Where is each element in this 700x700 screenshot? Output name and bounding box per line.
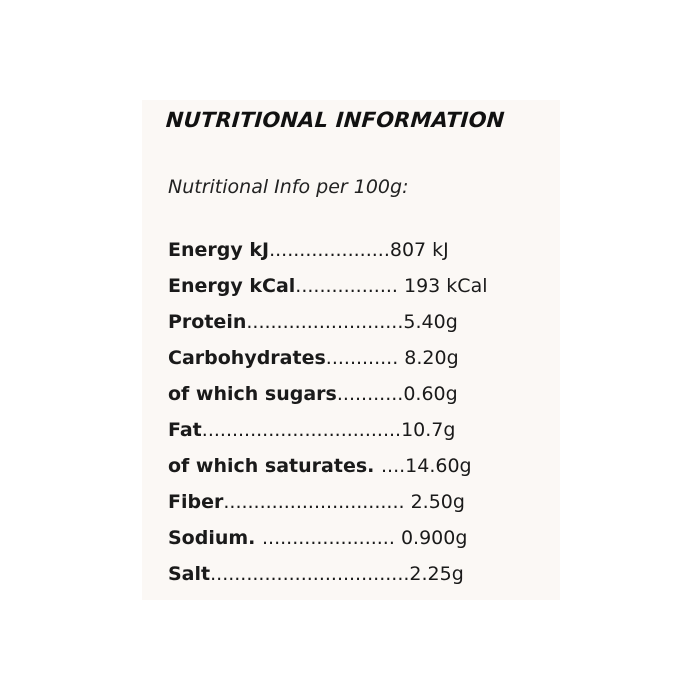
nutrient-value: 0.60g bbox=[403, 383, 458, 405]
nutrient-value: 193 kCal bbox=[404, 275, 488, 297]
dot-leader: ................................. bbox=[201, 419, 402, 441]
panel-heading: NUTRITIONAL INFORMATION bbox=[165, 108, 506, 132]
nutrient-row bbox=[168, 232, 488, 268]
nutrient-label: Protein bbox=[168, 311, 247, 333]
nutrient-row bbox=[168, 484, 488, 520]
nutrition-panel bbox=[142, 100, 560, 600]
dot-leader: ............ bbox=[325, 347, 405, 369]
nutrient-label: Fat bbox=[168, 419, 202, 441]
dot-leader: ...................... bbox=[262, 527, 401, 549]
dot-leader: .......................... bbox=[246, 311, 404, 333]
dot-leader: ................................. bbox=[210, 563, 410, 585]
nutrient-row bbox=[168, 268, 488, 304]
nutrient-label: Carbohydrates bbox=[168, 347, 326, 369]
nutrient-row bbox=[168, 412, 488, 448]
nutrient-row bbox=[168, 520, 488, 556]
dot-leader: .... bbox=[380, 455, 406, 477]
nutrient-value: 2.50g bbox=[410, 491, 465, 513]
per-100g-subheading: Nutritional Info per 100g: bbox=[168, 176, 409, 198]
nutrient-value: 807 kJ bbox=[389, 239, 449, 261]
dot-leader: ........... bbox=[336, 383, 404, 405]
nutrient-row bbox=[168, 340, 488, 376]
nutrient-label: Energy kCal bbox=[168, 275, 296, 297]
nutrient-label: Sodium. bbox=[168, 527, 263, 549]
dot-leader: .............................. bbox=[223, 491, 411, 513]
nutrient-value: 2.25g bbox=[409, 563, 464, 585]
nutrient-label: of which saturates. bbox=[168, 455, 381, 477]
nutrient-row bbox=[168, 376, 488, 412]
nutrient-value: 14.60g bbox=[405, 455, 472, 477]
nutrient-value: 8.20g bbox=[404, 347, 459, 369]
dot-leader: .................... bbox=[269, 239, 390, 261]
nutrient-value: 0.900g bbox=[400, 527, 468, 549]
nutrient-label: Energy kJ bbox=[168, 239, 270, 261]
nutrient-row bbox=[168, 304, 488, 340]
nutrient-list bbox=[168, 232, 488, 592]
nutrient-label: of which sugars bbox=[168, 383, 337, 405]
nutrient-row bbox=[168, 556, 488, 592]
dot-leader: ................. bbox=[295, 275, 404, 297]
nutrient-value: 10.7g bbox=[401, 419, 456, 441]
nutrient-label: Salt bbox=[168, 563, 211, 585]
nutrient-label: Fiber bbox=[168, 491, 224, 513]
nutrient-row bbox=[168, 448, 488, 484]
nutrient-value: 5.40g bbox=[403, 311, 458, 333]
